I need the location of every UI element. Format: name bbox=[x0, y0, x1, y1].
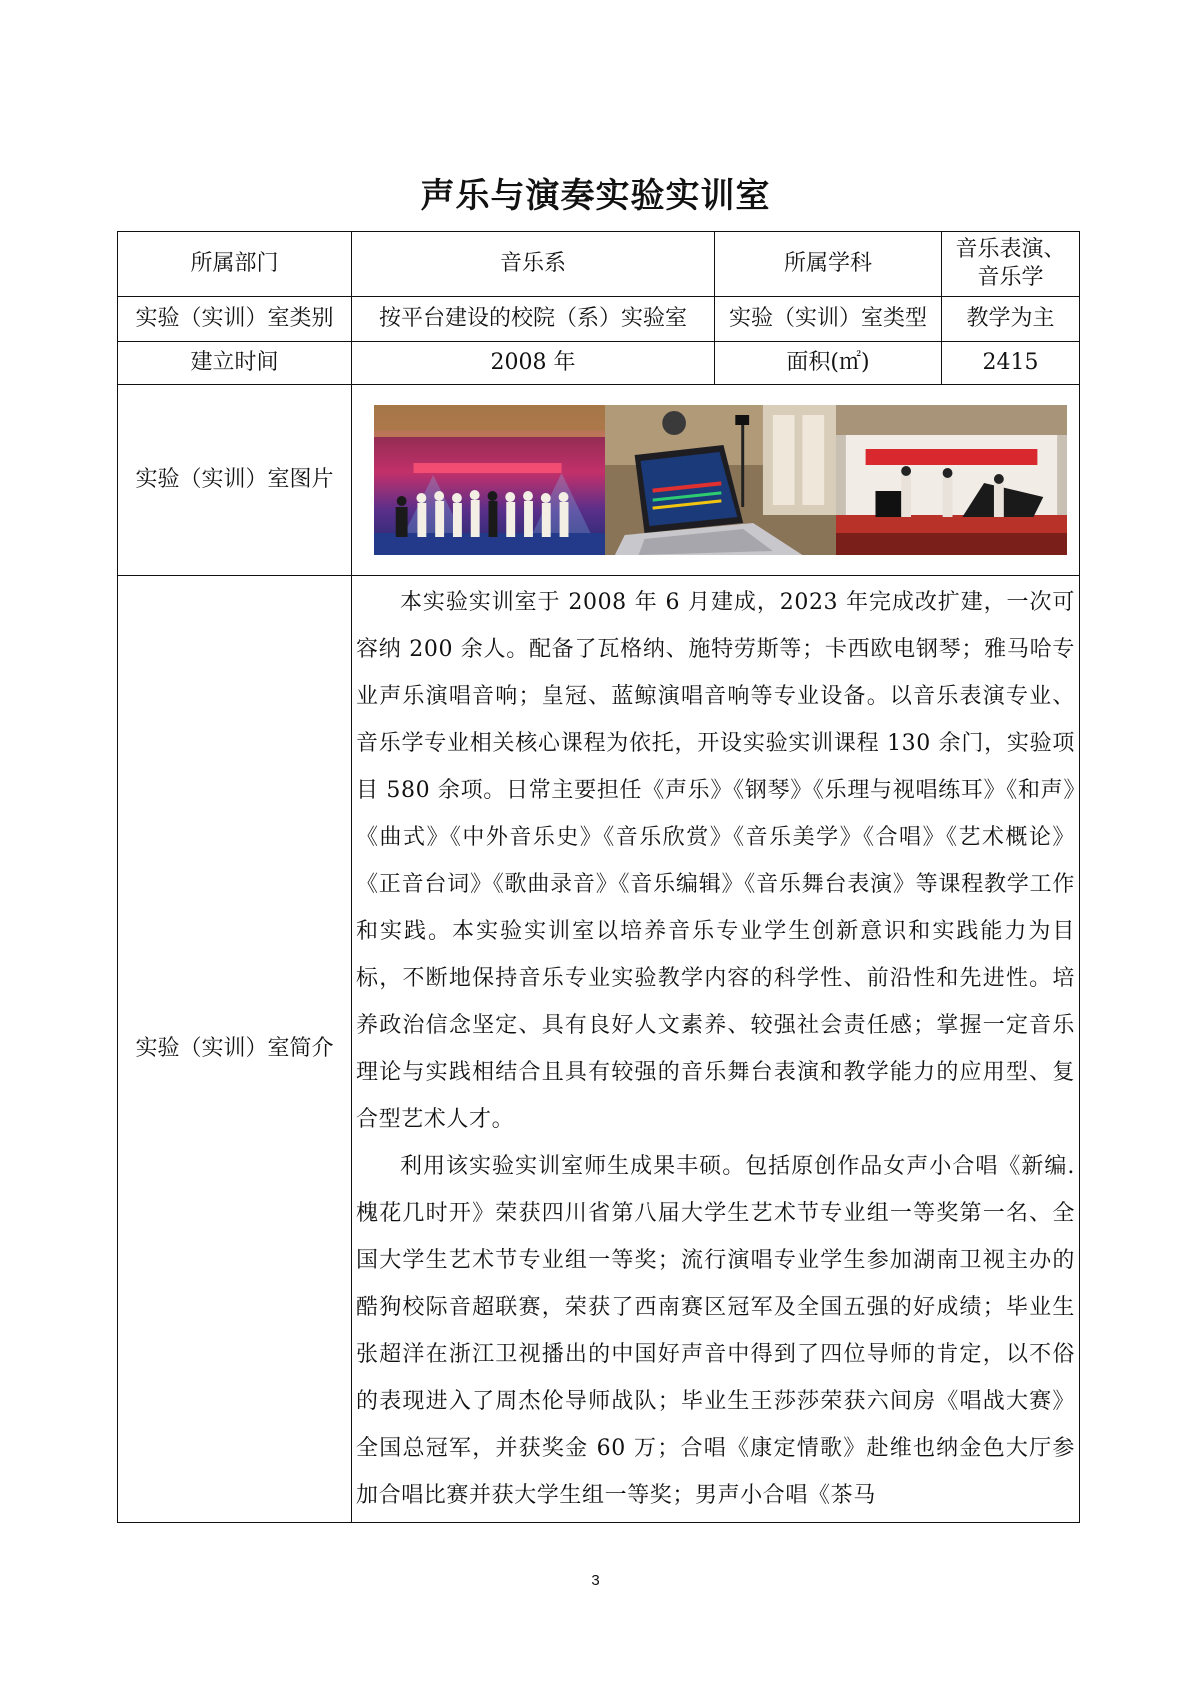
founded-value: 2008 年 bbox=[352, 342, 715, 385]
subject-label: 所属学科 bbox=[715, 232, 942, 297]
category-value: 按平台建设的校院（系）实验室 bbox=[352, 297, 715, 342]
intro-paragraph-1: 本实验实训室于 2008 年 6 月建成，2023 年完成改扩建，一次可容纳 200 余人。配备了瓦格纳、施特劳斯等；卡西欧电钢琴；雅马哈专业声乐演唱音响；皇冠、蓝鲸演唱音响等专业设备。以音乐表演专业、音乐学专业相关核心课程为依托，开设实验实训课程 130 余门，实验项目 580 余项。日常主要担任《声乐》《钢琴》《乐理与视唱练耳》《和声》《曲式》《中外音乐史》《音乐欣赏》《音乐美学》《合唱》《艺术概论》《正音台词》《歌曲录音》《音乐编辑》《音乐舞台表演》等课程教学工作和实践。本实验实训室以培养音乐专业学生创新意识和实践能力为目标，不断地保持音乐专业实验教学内容的科学性、前沿性和先进性。培养政治信念坚定、具有良好人文素养、较强社会责任感；掌握一定音乐理论与实践相结合且具有较强的音乐舞台表演和教学能力的应用型、复合型艺术人才。 bbox=[356, 590, 1075, 1132]
intro-cell bbox=[352, 576, 1080, 1523]
table-row bbox=[118, 576, 1080, 1523]
table-row bbox=[118, 297, 1080, 342]
table-row bbox=[118, 232, 1080, 297]
stage-choir-photo bbox=[374, 405, 605, 555]
recording-studio-photo bbox=[605, 405, 836, 555]
category-label: 实验（实训）室类别 bbox=[118, 297, 352, 342]
table-row bbox=[118, 342, 1080, 385]
type-label: 实验（实训）室类型 bbox=[715, 297, 942, 342]
table-row bbox=[118, 385, 1080, 576]
dept-value: 音乐系 bbox=[352, 232, 715, 297]
subject-value: 音乐表演、音乐学 bbox=[942, 232, 1080, 297]
page-title: 声乐与演奏实验实训室 bbox=[420, 176, 771, 216]
area-label: 面积(㎡) bbox=[715, 342, 942, 385]
photos-label: 实验（实训）室图片 bbox=[118, 385, 352, 576]
photos-cell bbox=[352, 385, 1080, 576]
area-value: 2415 bbox=[942, 342, 1080, 385]
intro-label: 实验（实训）室简介 bbox=[118, 576, 352, 1523]
founded-label: 建立时间 bbox=[118, 342, 352, 385]
intro-paragraph-2: 利用该实验实训室师生成果丰硕。包括原创作品女声小合唱《新编.槐花几时开》荣获四川省第八届大学生艺术节专业组一等奖第一名、全国大学生艺术节专业组一等奖；流行演唱专业学生参加湖南卫视主办的酷狗校际音超联赛，荣获了西南赛区冠军及全国五强的好成绩；毕业生张超洋在浙江卫视播出的中国好声音中得到了四位导师的肯定，以不俗的表现进入了周杰伦导师战队；毕业生王莎莎荣获六间房《唱战大赛》全国总冠军，并获奖金 60 万；合唱《康定情歌》赴维也纳金色大厅参加合唱比赛并获大学生组一等奖；男声小合唱《茶马 bbox=[356, 1154, 1075, 1508]
page-number: 3 bbox=[591, 1572, 600, 1589]
type-value: 教学为主 bbox=[942, 297, 1080, 342]
recital-stage-photo bbox=[836, 405, 1067, 555]
dept-label: 所属部门 bbox=[118, 232, 352, 297]
info-table bbox=[117, 231, 1080, 1523]
